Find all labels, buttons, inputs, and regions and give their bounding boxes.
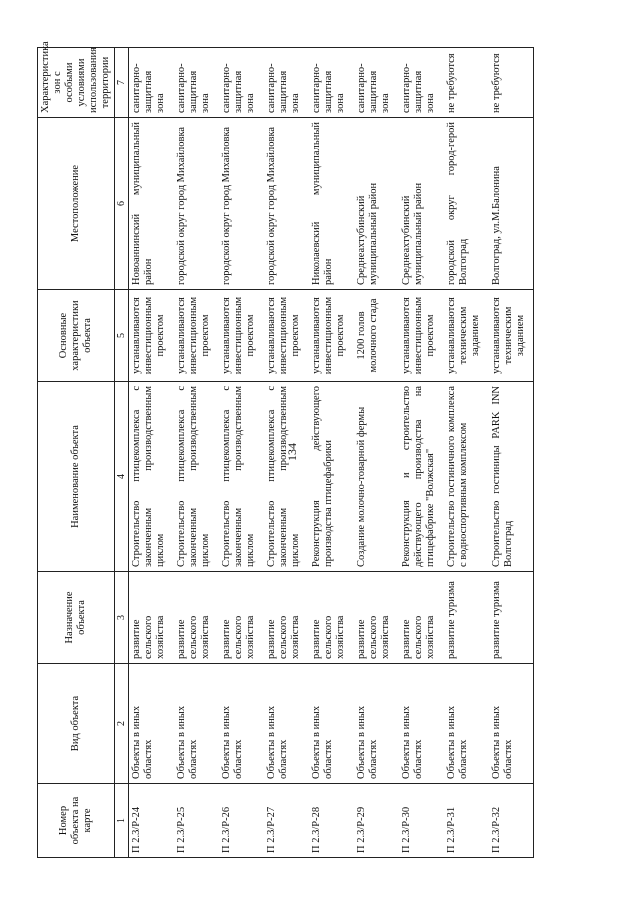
- objects-table: [37, 41, 534, 858]
- table-row: [264, 48, 309, 858]
- cell-type: Объекты в иных областях: [174, 664, 219, 784]
- cell-purpose: развитие туризма: [489, 572, 534, 664]
- cell-type: Объекты в иных областях: [129, 664, 174, 784]
- cell-characteristics: устанавливаются инвестиционным проектом: [129, 290, 174, 382]
- rotated-table-container: [37, 41, 593, 858]
- cell-number: П 2.3/Р-24: [129, 784, 174, 858]
- cell-zones: санитарно-защитная зона: [219, 48, 264, 118]
- table-row: [489, 48, 534, 858]
- cell-characteristics: устанавливаются инвестиционным проектом: [174, 290, 219, 382]
- cell-zones: не требуются: [489, 48, 534, 118]
- cell-number: П 2.3/Р-31: [444, 784, 489, 858]
- cell-type: Объекты в иных областях: [309, 664, 354, 784]
- cell-purpose: развитие сельского хозяйства: [219, 572, 264, 664]
- cell-name: Строительство гостиничного комплекса с водноспортивным комплексом: [444, 382, 489, 572]
- cell-number: П 2.3/Р-26: [219, 784, 264, 858]
- cell-zones: санитарно-защитная зона: [174, 48, 219, 118]
- cell-characteristics: устанавливаются инвестиционным проектом: [399, 290, 444, 382]
- cell-location: Волгоград, ул.М.Балонина: [489, 118, 534, 290]
- header-row: [38, 48, 115, 858]
- cell-characteristics: устанавливаются техническим заданием: [489, 290, 534, 382]
- cell-name: Строительство птицекомплекса с законченным производственным циклом: [174, 382, 219, 572]
- cell-number: П 2.3/Р-28: [309, 784, 354, 858]
- cell-number: П 2.3/Р-25: [174, 784, 219, 858]
- cell-zones: не требуются: [444, 48, 489, 118]
- cell-purpose: развитие сельского хозяйства: [399, 572, 444, 664]
- cell-type: Объекты в иных областях: [354, 664, 399, 784]
- cell-number: П 2.3/Р-30: [399, 784, 444, 858]
- column-header-characteristics: Основные характеристики объекта: [38, 290, 115, 382]
- cell-location: городской округ город Михайловка: [219, 118, 264, 290]
- cell-location: Среднеахтубинский муниципальный район: [354, 118, 399, 290]
- cell-type: Объекты в иных областях: [489, 664, 534, 784]
- cell-location: городской округ город Михайловка: [264, 118, 309, 290]
- column-number: 5: [115, 290, 129, 382]
- table-row: [219, 48, 264, 858]
- table-row: [354, 48, 399, 858]
- cell-location: городской округ город Михайловка: [174, 118, 219, 290]
- cell-purpose: развитие сельского хозяйства: [174, 572, 219, 664]
- cell-number: П 2.3/Р-32: [489, 784, 534, 858]
- cell-zones: санитарно-защитная зона: [309, 48, 354, 118]
- cell-type: Объекты в иных областях: [264, 664, 309, 784]
- table-row: [309, 48, 354, 858]
- cell-location: городской округ город-герой Волгоград: [444, 118, 489, 290]
- cell-name: Строительство птицекомплекса с законченным производственным циклом: [219, 382, 264, 572]
- cell-zones: санитарно-защитная зона: [354, 48, 399, 118]
- column-number: 4: [115, 382, 129, 572]
- cell-purpose: развитие туризма: [444, 572, 489, 664]
- cell-name: Реконструкция и строительство действующего производства на птицефабрике "Волжская": [399, 382, 444, 572]
- cell-number: П 2.3/Р-27: [264, 784, 309, 858]
- cell-purpose: развитие сельского хозяйства: [129, 572, 174, 664]
- cell-purpose: развитие сельского хозяйства: [309, 572, 354, 664]
- cell-purpose: развитие сельского хозяйства: [264, 572, 309, 664]
- cell-characteristics: устанавливаются инвестиционным проектом: [264, 290, 309, 382]
- cell-name: Реконструкция действующего производства птицефабрики: [309, 382, 354, 572]
- table-row: [399, 48, 444, 858]
- cell-characteristics: устанавливаются техническим заданием: [444, 290, 489, 382]
- cell-name: Строительство птицекомплекса с законченным производственным циклом: [129, 382, 174, 572]
- column-number: 7: [115, 48, 129, 118]
- cell-number: П 2.3/Р-29: [354, 784, 399, 858]
- cell-zones: санитарно-защитная зона: [264, 48, 309, 118]
- column-number: 6: [115, 118, 129, 290]
- cell-characteristics: устанавливаются инвестиционным проектом: [309, 290, 354, 382]
- table-row: [174, 48, 219, 858]
- cell-characteristics: 1200 голов молочного стада: [354, 290, 399, 382]
- cell-location: Николаевский муниципальный район: [309, 118, 354, 290]
- cell-name: Строительство птицекомплекса с законченным производственным циклом: [264, 382, 309, 572]
- cell-location: Новоаннинский муниципальный район: [129, 118, 174, 290]
- column-number: 2: [115, 664, 129, 784]
- column-header-location: Местоположение: [38, 118, 115, 290]
- cell-type: Объекты в иных областях: [444, 664, 489, 784]
- cell-name: Строительство гостиницы PARK INN Волгоград: [489, 382, 534, 572]
- column-header-purpose: Назначение объекта: [38, 572, 115, 664]
- column-number: 1: [115, 784, 129, 858]
- column-header-name: Наименование объекта: [38, 382, 115, 572]
- table-row: [129, 48, 174, 858]
- cell-location: Среднеахтубинский муниципальный район: [399, 118, 444, 290]
- cell-purpose: развитие сельского хозяйства: [354, 572, 399, 664]
- cell-zones: санитарно-защитная зона: [399, 48, 444, 118]
- cell-type: Объекты в иных областях: [219, 664, 264, 784]
- column-header-type: Вид объекта: [38, 664, 115, 784]
- cell-type: Объекты в иных областях: [399, 664, 444, 784]
- page-number: 134: [285, 443, 299, 461]
- column-number: 3: [115, 572, 129, 664]
- cell-name: Создание молочно-товарной фермы: [354, 382, 399, 572]
- column-numbers-row: [115, 48, 129, 858]
- table-row: [444, 48, 489, 858]
- cell-characteristics: устанавливаются инвестиционным проектом: [219, 290, 264, 382]
- column-header-zones: Характеристика зон с особыми условиями использования территории: [38, 48, 115, 118]
- column-header-number: Номер объекта на карте: [38, 784, 115, 858]
- cell-zones: санитарно-защитная зона: [129, 48, 174, 118]
